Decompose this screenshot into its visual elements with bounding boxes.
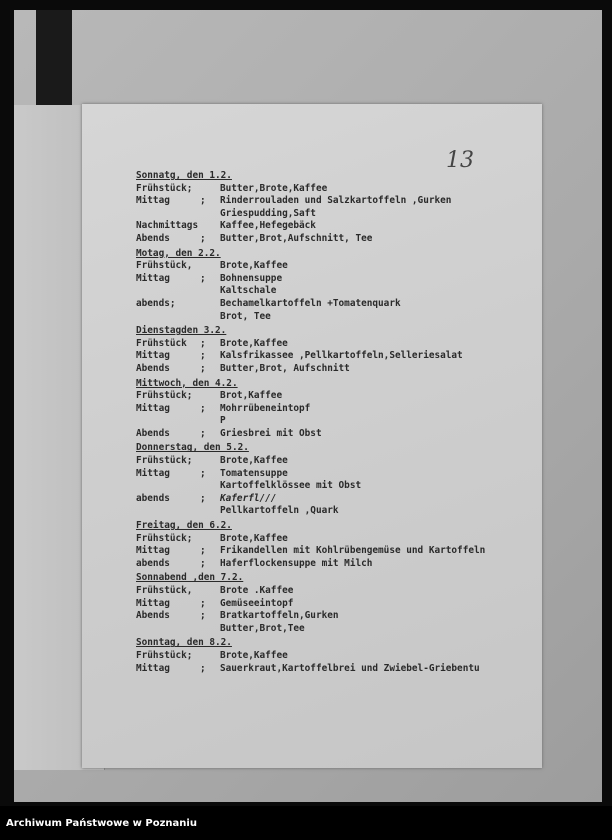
meal-separator: ;	[200, 545, 206, 557]
meal-separator	[200, 650, 220, 663]
meal-label: Mittag	[136, 545, 170, 557]
meal-items	[220, 298, 516, 323]
day-section	[136, 637, 516, 675]
meal-item-line: Kaferfl///	[220, 492, 277, 504]
meal-item-line: Butter,Brot, Aufschnitt	[220, 362, 350, 374]
meal-separator	[200, 220, 220, 233]
meal-label: Mittag	[136, 350, 170, 362]
meal-label: abends	[136, 492, 170, 504]
meal-items	[220, 493, 516, 518]
meal-label: Mittag	[136, 597, 170, 609]
meal-item-line: P	[220, 415, 226, 427]
meal-item-line: Brote,Kaffee	[220, 260, 288, 272]
meal-separator: ;	[200, 662, 206, 674]
meal-separator	[200, 183, 220, 196]
meal-item-line: Frikandellen mit Kohlrübengemüse und Kartoffeln	[220, 545, 486, 557]
meal-item-line: Bohnensuppe	[220, 272, 283, 284]
meal-item-line: Kartoffelklössee mit Obst	[220, 480, 362, 492]
meal-label: Frühstück;	[136, 390, 193, 402]
meal-label: Frühstück,	[136, 585, 193, 596]
meal-separator	[200, 585, 220, 598]
meal-separator	[200, 533, 220, 546]
meal-row	[136, 350, 516, 363]
meal-item-line: Mohrrübeneintopf	[220, 402, 311, 414]
meal-items	[220, 468, 516, 493]
day-heading: Freitag, den 6.2.	[136, 520, 232, 532]
meal-item-line: Brote,Kaffee	[220, 455, 288, 467]
page-number: 13	[446, 148, 474, 173]
meal-label: Frühstück	[136, 337, 187, 349]
meal-row	[136, 533, 516, 546]
meal-row	[136, 663, 516, 676]
meal-item-line: Brote .Kaffee	[220, 585, 294, 596]
meal-row	[136, 298, 516, 323]
day-heading: Dienstagden 3.2.	[136, 325, 227, 337]
day-heading: Mittwoch, den 4.2.	[136, 377, 238, 389]
meal-item-line: Butter,Brot,Aufschnitt, Tee	[220, 232, 373, 244]
meal-row	[136, 273, 516, 298]
meal-label: abends;	[136, 297, 176, 309]
meal-label: Frühstück;	[136, 455, 193, 467]
meal-item-line: Brote,Kaffee	[220, 649, 288, 661]
meal-label: Mittag	[136, 195, 170, 207]
meal-row	[136, 455, 516, 468]
meal-separator: ;	[200, 427, 206, 439]
meal-item-line: Bratkartoffeln,Gurken	[220, 610, 339, 622]
meal-label: Frühstück,	[136, 260, 193, 272]
meal-separator	[200, 298, 220, 323]
meal-items	[220, 195, 516, 220]
meal-separator: ;	[200, 350, 206, 362]
meal-label: Abends	[136, 610, 170, 622]
meal-label: Frühstück;	[136, 182, 193, 194]
meal-items	[220, 220, 516, 233]
meal-separator: ;	[200, 610, 206, 622]
meal-separator	[200, 260, 220, 273]
meal-row	[136, 338, 516, 351]
meal-label: Abends	[136, 362, 170, 374]
meal-label: Frühstück;	[136, 649, 193, 661]
day-section	[136, 170, 516, 246]
meal-separator: ;	[200, 195, 206, 207]
meal-separator: ;	[200, 337, 206, 349]
meal-row	[136, 260, 516, 273]
meal-separator: ;	[200, 402, 206, 414]
meal-item-line: Gemüseeintopf	[220, 597, 294, 609]
meal-label: Mittag	[136, 662, 170, 674]
meal-row	[136, 468, 516, 493]
meal-label: Mittag	[136, 272, 170, 284]
meal-items	[220, 233, 516, 246]
meal-item-line: Kaffee,Hefegebäck	[220, 220, 316, 232]
meal-item-line: Brote,Kaffee	[220, 532, 288, 544]
meal-separator	[200, 455, 220, 468]
day-heading: Sonnatg, den 1.2.	[136, 170, 232, 181]
meal-label: Nachmittags	[136, 220, 199, 232]
meal-items	[220, 338, 516, 351]
meal-item-line: Kalsfrikassee ,Pellkartoffeln,Selleriesalat	[220, 350, 463, 362]
meal-separator: ;	[200, 557, 206, 569]
meal-separator: ;	[200, 232, 206, 244]
meal-row	[136, 403, 516, 428]
meal-item-line: Griespudding,Saft	[220, 207, 316, 219]
meal-label: Abends	[136, 427, 170, 439]
meal-separator: ;	[200, 597, 206, 609]
meal-items	[220, 545, 516, 558]
meal-items	[220, 650, 516, 663]
meal-item-line: Haferflockensuppe mit Milch	[220, 557, 373, 569]
meal-item-line: Sauerkraut,Kartoffelbrei und Zwiebel-Griebentu	[220, 662, 480, 674]
day-section	[136, 520, 516, 570]
meal-row	[136, 183, 516, 196]
meal-item-line: Pellkartoffeln ,Quark	[220, 505, 339, 517]
meal-row	[136, 558, 516, 571]
meal-separator: ;	[200, 362, 206, 374]
meal-item-line: Bechamelkartoffeln +Tomatenquark	[220, 297, 401, 309]
meal-item-line: Brote,Kaffee	[220, 337, 288, 349]
archive-footer	[0, 806, 612, 840]
meal-separator: ;	[200, 467, 206, 479]
meal-separator	[200, 390, 220, 403]
meal-label: Frühstück;	[136, 532, 193, 544]
meal-items	[220, 350, 516, 363]
meal-items	[220, 663, 516, 676]
meal-row	[136, 650, 516, 663]
meal-item-line: Brot,Kaffee	[220, 390, 283, 402]
day-heading: Motag, den 2.2.	[136, 247, 221, 259]
meal-item-line: Tomatensuppe	[220, 467, 288, 479]
day-section	[136, 572, 516, 635]
meal-item-line: Kaltschale	[220, 285, 277, 297]
meal-row	[136, 220, 516, 233]
meal-item-line: Butter,Brot,Tee	[220, 622, 305, 634]
meal-items	[220, 428, 516, 441]
meal-label: Mittag	[136, 402, 170, 414]
meal-row	[136, 585, 516, 598]
meal-label: Abends	[136, 232, 170, 244]
meal-items	[220, 558, 516, 571]
day-section	[136, 378, 516, 441]
meal-item-line: Brot, Tee	[220, 310, 271, 322]
day-heading: Sonntag, den 8.2.	[136, 637, 232, 649]
meal-row	[136, 610, 516, 635]
meal-items	[220, 455, 516, 468]
film-edge	[36, 10, 72, 105]
meal-separator: ;	[200, 272, 206, 284]
meal-items	[220, 403, 516, 428]
meal-label: Mittag	[136, 467, 170, 479]
meal-items	[220, 598, 516, 611]
meal-items	[220, 363, 516, 376]
meal-items	[220, 183, 516, 196]
meal-items	[220, 533, 516, 546]
meal-items	[220, 585, 516, 598]
meal-row	[136, 428, 516, 441]
meal-item-line: Rinderrouladen und Salzkartoffeln ,Gurken	[220, 195, 452, 207]
meal-items	[220, 390, 516, 403]
meal-row	[136, 363, 516, 376]
meal-items	[220, 610, 516, 635]
menu-list	[136, 168, 516, 675]
meal-item-line: Butter,Brote,Kaffee	[220, 182, 328, 194]
meal-row	[136, 493, 516, 518]
meal-row	[136, 545, 516, 558]
meal-row	[136, 390, 516, 403]
meal-items	[220, 260, 516, 273]
archive-credit: Archiwum Państwowe w Poznaniu	[6, 818, 197, 829]
meal-row	[136, 598, 516, 611]
day-section	[136, 442, 516, 518]
meal-row	[136, 233, 516, 246]
meal-item-line: Griesbrei mit Obst	[220, 427, 322, 439]
meal-label: abends	[136, 557, 170, 569]
day-section	[136, 325, 516, 375]
day-heading: Donnerstag, den 5.2.	[136, 442, 249, 454]
meal-items	[220, 273, 516, 298]
meal-separator: ;	[200, 492, 206, 504]
day-heading: Sonnabend ,den 7.2.	[136, 572, 244, 584]
meal-row	[136, 195, 516, 220]
day-section	[136, 248, 516, 324]
